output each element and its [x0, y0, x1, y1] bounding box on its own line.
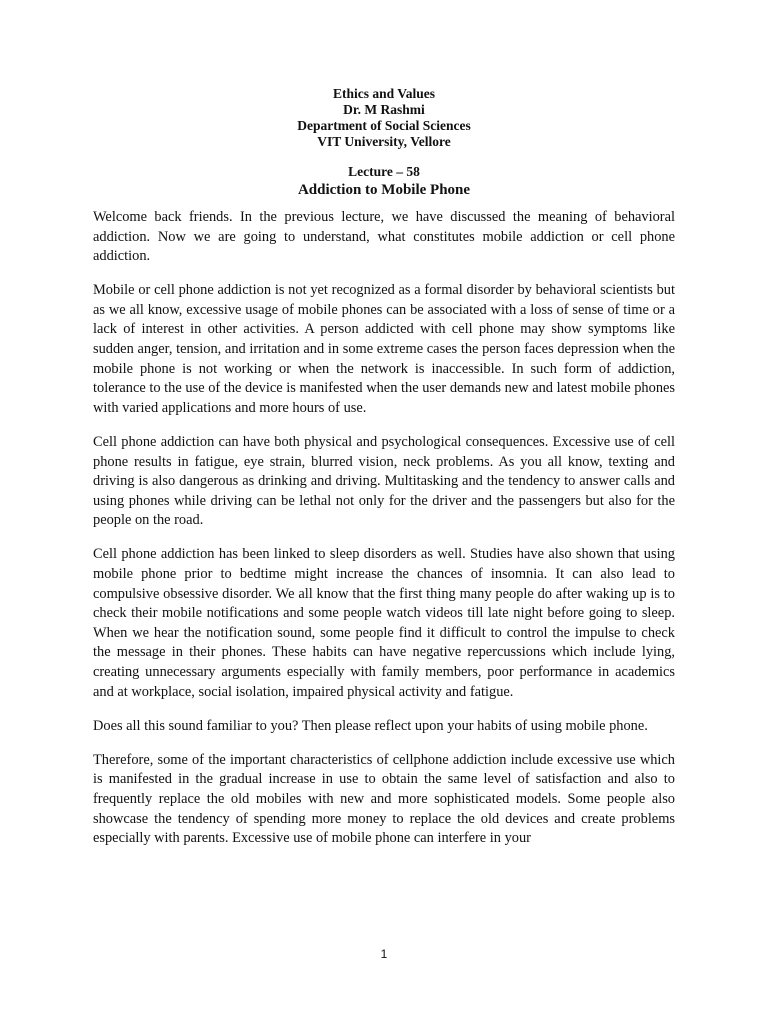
- paragraph: Welcome back friends. In the previous lecture, we have discussed the meaning of behavioral addiction. Now we are going to understand, what constitutes mobile addiction or cell phone addiction.: [93, 209, 675, 265]
- lecture-heading: [0, 163, 768, 200]
- course-title: Ethics and Values: [332, 86, 436, 101]
- paragraph: Cell phone addiction has been linked to sleep disorders as well. Studies have also shown that using mobile phone prior to bedtime might increase the chances of insomnia. It can also lead to compulsive obsessive disorder. We all know that the first thing many people do after waking up is to check their mobile notifications and some people watch videos till late night before going to sleep. When we hear the notification sound, some people find it difficult to control the impulse to check the message in their phones. These habits can have negative repercussions which include lying, creating unnecessary arguments especially with family members, poor performance in academics and at workplace, social isolation, impaired physical activity and fatigue.: [93, 546, 675, 700]
- paragraph: Therefore, some of the important characteristics of cellphone addiction include excessive use which is manifested in the gradual increase in use to obtain the same level of satisfaction and also to frequently replace the old mobiles with new and more sophisticated models. Some people also showcase the tendency of spending more money to replace the old devices and create problems especially with parents. Excessive use of mobile phone can interfere in your: [93, 751, 675, 847]
- paragraph: Cell phone addiction can have both physical and psychological consequences. Excessive use of cell phone results in fatigue, eye strain, blurred vision, neck problems. As you all know, texting and driving is also dangerous as drinking and driving. Multitasking and the tendency to answer calls and using phones while driving can be lethal not only for the driver and the passengers but also for the people on the road.: [93, 433, 675, 529]
- author-name: Dr. M Rashmi: [343, 102, 425, 117]
- university-name: VIT University, Vellore: [317, 134, 451, 149]
- document-header: [0, 86, 768, 150]
- paragraph: Does all this sound familiar to you? Then please reflect upon your habits of using mobile phone.: [93, 717, 648, 734]
- lecture-title: Addiction to Mobile Phone: [297, 182, 471, 198]
- body-text: [93, 208, 675, 863]
- paragraph: Mobile or cell phone addiction is not yet recognized as a formal disorder by behavioral scientists but as we all know, excessive usage of mobile phones can be associated with a loss of sense of time or a lack of interest in other activities. A person addicted with cell phone may show symptoms like sudden anger, tension, and irritation and in some extreme cases the person faces depression when the mobile phone is not working or when the network is inaccessible. In such form of addiction, tolerance to the use of the device is manifested when the user demands new and latest mobile phones with varied applications and more hours of use.: [93, 282, 675, 416]
- page-number: 1: [380, 947, 388, 961]
- department-name: Department of Social Sciences: [297, 118, 471, 133]
- lecture-number: Lecture – 58: [348, 164, 420, 179]
